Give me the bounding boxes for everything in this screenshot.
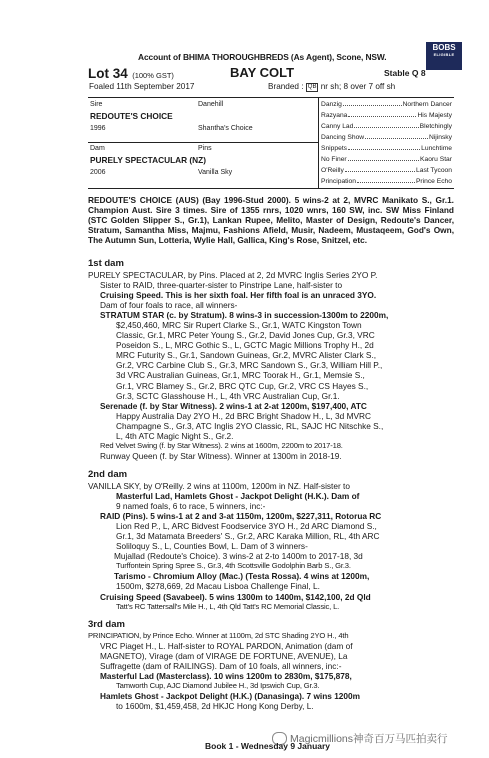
foaled-date: Foaled 11th September 2017	[89, 82, 195, 91]
progeny-line: Soliloquy S., L, Counties Bowl, L. Dam of 3 winners-	[116, 541, 308, 552]
sire-label: Sire	[90, 101, 103, 108]
progeny-entry: Masterful Lad (Masterclass). 10 wins 1200m to 2830m, $175,878,	[100, 671, 352, 682]
pedigree-divider	[318, 98, 319, 188]
bobs-badge-title: BOBS	[432, 43, 456, 52]
dam-line: Cruising Speed. This is her sixth foal. Her fifth foal is an unraced 3YO.	[100, 290, 377, 301]
stable-location: Stable Q 8	[384, 68, 426, 78]
progeny-line: Poseidon S., L, MRC Gothic S., L, GCTC Magic Millions Trophy H., 2d	[116, 340, 374, 351]
progeny-line: MRC Futurity S., Gr.1, Sandown Guineas, Gr.2, MVRC Alister Clark S.,	[116, 350, 377, 361]
first-dam-heading: 1st dam	[88, 258, 124, 269]
progeny-entry: Hamlets Ghost - Jackpot Delight (H.K.) (Danasinga). 7 wins 1200m	[100, 691, 361, 702]
progeny-line: Turffontein Spring Spree S., Gr.3, 4th Scottsville Godolphin Barb S., Gr.3.	[116, 561, 351, 571]
grandparent-row: Danzig Northern Dancer	[321, 101, 452, 108]
dam-line: VRC Piaget H., L. Half-sister to ROYAL PARDON, Animation (dam of	[100, 641, 353, 652]
grandparent-row: No Finer Kaoru Star	[321, 156, 452, 163]
dam-line: VANILLA SKY, by O'Reilly. 2 wins at 1100m, 1200m in NZ. Half-sister to	[88, 481, 350, 491]
page-footer: Book 1 - Wednesday 9 January	[205, 741, 331, 751]
dam-sire: Pins	[198, 145, 212, 152]
grandparent-row: Snippets Lunchtime	[321, 145, 452, 152]
grandparent-row: Razyana His Majesty	[321, 112, 452, 119]
dam-line: PRINCIPATION, by Prince Echo. Winner at 1100m, 2d STC Shading 2YO H., 4th	[88, 631, 349, 640]
dam-line: PURELY SPECTACULAR, by Pins. Placed at 2, 2d MVRC Inglis Series 2YO P.	[88, 270, 378, 280]
dam-line: Dam of four foals to race, all winners-	[100, 300, 238, 311]
progeny-entry: Red Velvet Swing (f. by Star Witness). 2 wins at 1600m, 2200m to 2017-18.	[100, 440, 343, 450]
dam-line: 9 named foals, 6 to race, 5 winners, inc:-	[116, 501, 266, 512]
grandparent-row: O'Reilly Last Tycoon	[321, 167, 452, 174]
dam-name: PURELY SPECTACULAR (NZ)	[90, 155, 207, 165]
lot-number	[88, 65, 174, 83]
grandparent-row: Canny Lad Bletchingly	[321, 123, 452, 130]
dam-line: Masterful Lad, Hamlets Ghost - Jackpot Delight (H.K.). Dam of	[116, 491, 360, 502]
progeny-entry: RAID (Pins). 5 wins-1 at 2 and 3-at 1150m, 1200m, $227,311, Rotorua RC	[100, 511, 382, 522]
progeny-line: Classic, Gr.1, MRC Peter Young S., Gr.2, David Jones Cup, Gr.3, VRC	[116, 330, 375, 341]
progeny-entry: Runway Queen (f. by Star Witness). Winner at 1300m in 2018-19.	[100, 450, 342, 461]
gst-note: (100% GST)	[132, 71, 174, 80]
second-dam-heading: 2nd dam	[88, 469, 128, 480]
sire-summary: REDOUTE'S CHOICE (AUS) (Bay 1996-Stud 2000). 5 wins-2 at 2, MVRC Manikato S., Gr.1. Champion Aust. Sire 3 times. Sire of 1355 rnrs, 1020 wnrs, 160 SW, inc. SW Miss Finland (STC Golden Slipper S., Gr.1), Lankan Rupee, Melito, Master of Design, Redoute's Dancer, Stratum, Samantha Miss, Majmu, Fashions Afield, Musir, Nadeem, Mustaqeem, God's Own, The Autumn Sun, Lotteria, Wylie Hall, Gallica, King's Rose, Snitzel, etc.	[88, 195, 454, 246]
pedigree-table	[88, 97, 454, 189]
grandparent-row: Dancing Show Nijinsky	[321, 134, 452, 141]
progeny-line: $2,450,460, MRC Sir Rupert Clarke S., Gr.1, WATC Kingston Town	[116, 320, 362, 331]
progeny-line: Gr.2, VRC Carbine Club S., Gr.3, MRC Sandown S., Gr.3, William Hill P.,	[116, 360, 383, 371]
dam-line: Sister to RAID, three-quarter-sister to Pinstripe Lane, half-sister to	[100, 280, 343, 291]
second-dam-section	[88, 469, 454, 612]
brand-mark-icon: QB	[307, 84, 317, 90]
grandparent-row: Principation Prince Echo	[321, 178, 452, 185]
progeny-line: 1500m, $278,669, 2d Macau Lisboa Challenge Final, L.	[116, 581, 320, 592]
progeny-line: Gr.1, VRC Blamey S., Gr.2, BRC QTC Cup, Gr.2, VRC CS Hayes S.,	[116, 380, 369, 391]
dam-year: 2006	[90, 169, 106, 176]
progeny-entry: Serenade (f. by Star Witness). 2 wins-1 at 2-at 1200m, $197,400, ATC	[100, 400, 367, 411]
progeny-line: L, 4th ATC Magic Night S., Gr.2.	[116, 430, 234, 441]
pedigree-divider	[88, 142, 318, 143]
first-dam-section	[88, 258, 454, 461]
watermark-text: Magicmillions神奇百万马匹拍卖行	[290, 733, 448, 745]
progeny-entry: STRATUM STAR (c. by Stratum). 8 wins-3 in succession-1300m to 2200m,	[100, 310, 389, 321]
bobs-eligible-badge	[426, 42, 462, 70]
dam-line: Suffragette (dam of RAILINGS). Dam of 10 foals, all winners, inc:-	[100, 661, 342, 672]
dam-line: MAGNETO), Virage (dam of VIRAGE DE FORTUNE, AVENUE), La	[100, 651, 348, 662]
sire-year: 1996	[90, 125, 106, 132]
progeny-line: Gr.3, SCTC Glasshouse H., L, 4th VRC Australian Cup, Gr.1.	[116, 390, 340, 401]
dam-dam: Vanilla Sky	[198, 169, 233, 176]
progeny-line: Champagne S., Gr.3, ATC Inglis 2YO Classic, RL, SAJC HC Nitschke S.,	[116, 420, 384, 431]
sire-name: REDOUTE'S CHOICE	[90, 111, 173, 121]
third-dam-heading: 3rd dam	[88, 619, 125, 630]
progeny-line: 3d VRC Australian Guineas, Gr.1, MRC Toorak H., Gr.1, Memsie S.,	[116, 370, 365, 381]
branded-label: Branded :	[268, 82, 304, 91]
horse-sex-colour: BAY COLT	[230, 65, 295, 80]
vendor-account: Account of BHIMA THOROUGHBREDS (As Agent), Scone, NSW.	[138, 52, 387, 62]
bobs-badge-subtitle: ELIGIBLE	[433, 52, 455, 57]
third-dam-section	[88, 619, 454, 711]
sire-dam: Shantha's Choice	[198, 125, 253, 132]
progeny-line: Gr.1, 3d Matamata Breeders' S., Gr.2, ARC Karaka Million, RL, 4th ARC	[116, 531, 380, 542]
sire-sire: Danehill	[198, 101, 224, 108]
progeny-line: Happy Australia Day 2YO H., 2d BRC Bright Shadow H., L, 3d MVRC	[116, 410, 372, 421]
lot-label: Lot 34	[88, 66, 128, 81]
progeny-line: Tatt's RC Tattersall's Mile H., L, 4th Qld Tatt's RC Memorial Classic, L.	[116, 601, 340, 611]
progeny-entry: Tarismo - Chromium Alloy (Mac.) (Testa Rossa). 4 wins at 1200m,	[114, 571, 370, 582]
progeny-line: Lion Red P., L, ARC Bidvest Foodservice 3YO H., 2d ARC Diamond S.,	[116, 521, 377, 532]
branded-detail: nr sh; 8 over 7 off sh	[320, 82, 396, 91]
progeny-line: Tamworth Cup, AJC Diamond Jubilee H., 3d Ipswich Cup, Gr.3.	[116, 681, 320, 691]
brand-description	[268, 82, 395, 92]
progeny-entry: Cruising Speed (Savabeel). 5 wins 1300m to 1400m, $142,100, 2d Qld	[100, 591, 371, 602]
progeny-entry: Mujallad (Redoute's Choice). 3 wins-2 at 2-to 1400m to 2017-18, 3d	[114, 551, 363, 562]
dam-label: Dam	[90, 145, 105, 152]
progeny-line: to 1600m, $1,459,458, 2d HKJC Hong Kong Derby, L.	[116, 701, 314, 712]
